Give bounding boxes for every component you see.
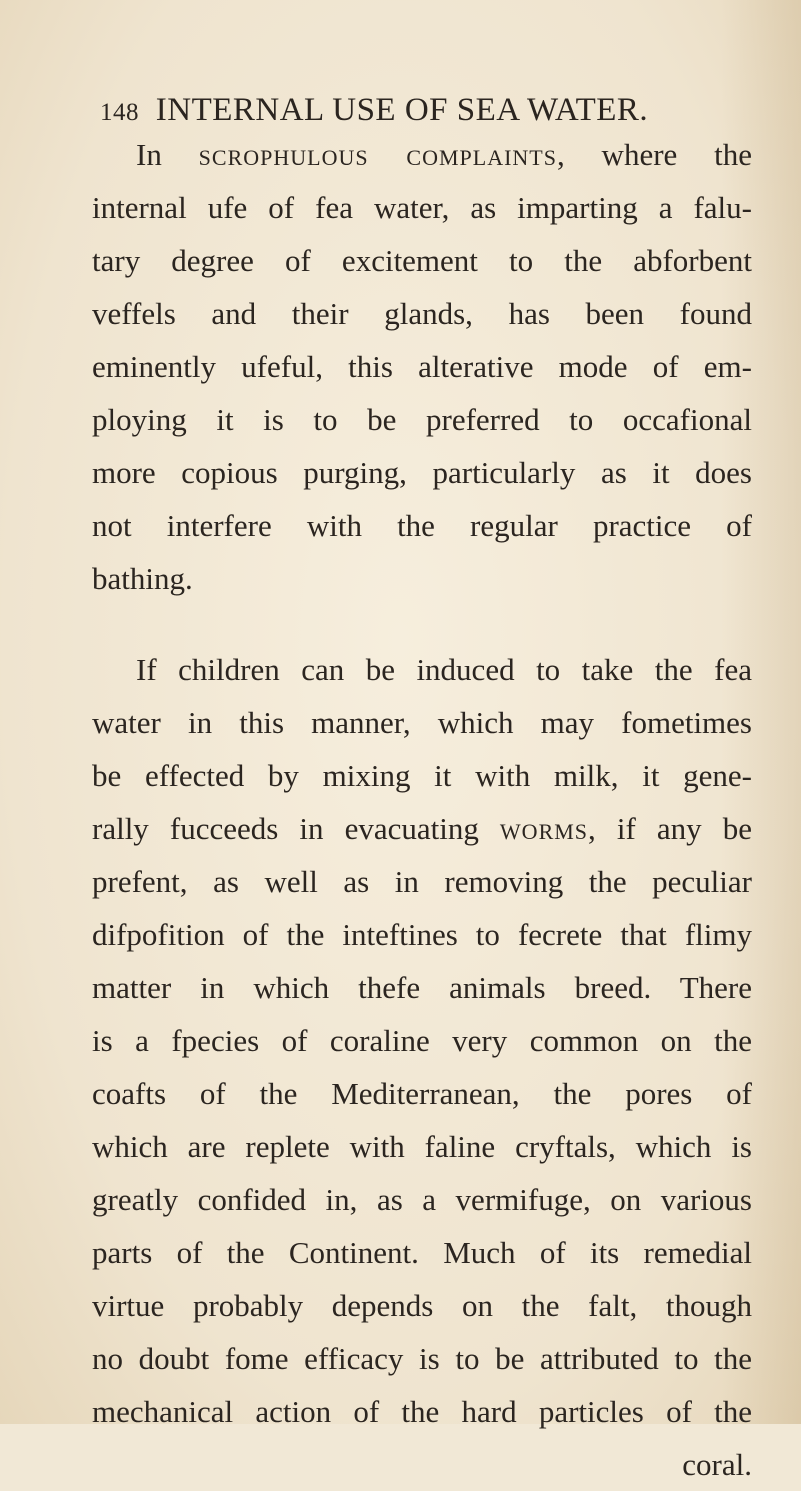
- text-line: difpofition of the inteftines to fecrete that flimy: [92, 917, 752, 952]
- text-line: matter in which thefe animals breed. There: [92, 970, 752, 1005]
- body-text: [92, 128, 752, 1491]
- text-line: which are replete with faline cryftals, which is: [92, 1129, 752, 1164]
- paragraph-gap: [92, 605, 752, 643]
- text-line: more copious purging, particularly as it does: [92, 455, 752, 490]
- text-line: is a fpecies of coraline very common on the: [92, 1023, 752, 1058]
- text-line: prefent, as well as in removing the peculiar: [92, 864, 752, 899]
- running-head: [100, 92, 740, 132]
- text-line: If children can be induced to take the fea: [136, 652, 752, 687]
- text-line: mechanical action of the hard particles of the: [92, 1394, 752, 1429]
- running-title: INTERNAL USE OF SEA WATER.: [155, 92, 649, 128]
- text-line: be effected by mixing it with milk, it gene-: [92, 758, 752, 793]
- text-line: internal ufe of fea water, as imparting a falu-: [92, 190, 752, 225]
- text-line: bathing.: [92, 561, 193, 596]
- text-line: not interfere with the regular practice of: [92, 508, 752, 543]
- text-line: parts of the Continent. Much of its remedial: [92, 1235, 752, 1270]
- page-number: 148: [100, 99, 139, 126]
- text-line: water in this manner, which may fometimes: [92, 705, 752, 740]
- text-line: eminently ufeful, this alterative mode of em-: [92, 349, 752, 384]
- text-line: tary degree of excitement to the abforbent: [92, 243, 752, 278]
- text-line: rally fucceeds in evacuating worms, if any be: [92, 811, 752, 846]
- catchword: coral.: [682, 1447, 752, 1482]
- small-caps-term: scrophulous complaints: [198, 137, 557, 172]
- text-line: virtue probably depends on the falt, though: [92, 1288, 752, 1323]
- text-line: veffels and their glands, has been found: [92, 296, 752, 331]
- text-line: coafts of the Mediterranean, the pores of: [92, 1076, 752, 1111]
- text-line: ploying it is to be preferred to occafional: [92, 402, 752, 437]
- small-caps-term: worms: [499, 811, 589, 846]
- text-line: greatly confided in, as a vermifuge, on various: [92, 1182, 752, 1217]
- text-line: no doubt fome efficacy is to be attributed to the: [92, 1341, 752, 1376]
- text-line: In scrophulous complaints, where the: [136, 137, 752, 172]
